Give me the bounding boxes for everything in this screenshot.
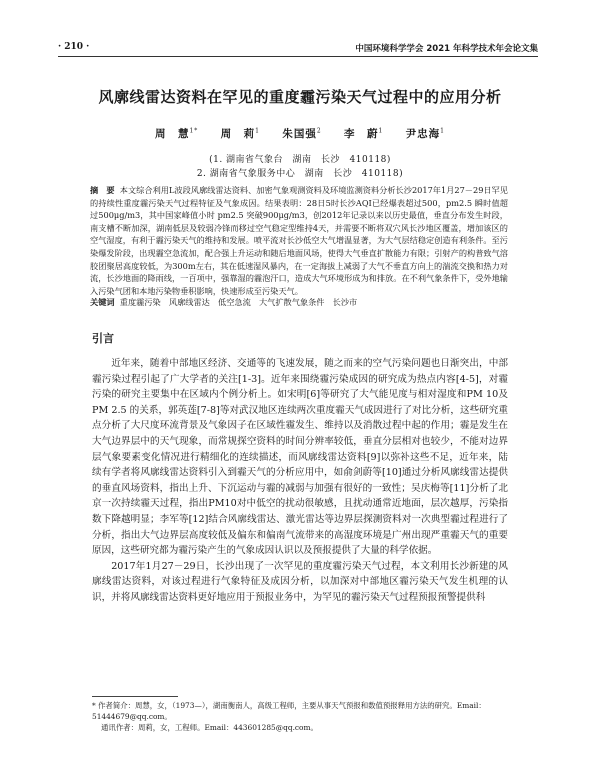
footnote: * 作者简介：周慧，女，（1973—），湖南衡南人，高级工程师，主要从事天气预报和数值预报释用方法的研究。Email：51444679@qq.com。 [92, 701, 486, 721]
section-heading: 引言 [92, 332, 114, 345]
keywords [90, 296, 508, 308]
author: 李 蔚$^1$ [344, 127, 384, 140]
paper-title: 风廓线雷达资料在罕见的重度霾污染天气过程中的应用分析 [98, 88, 502, 106]
author: 周 慧$^{1*}$ [154, 127, 199, 140]
keywords-label: 关键词 [90, 297, 115, 307]
abstract-label: 摘 要 [90, 185, 115, 195]
author-list [40, 126, 560, 141]
header-rule [58, 56, 538, 57]
paragraph: 近年来，随着中部地区经济、交通等的飞速发展，随之而来的空气污染问题也日渐突出，中部霾污染过程引起了广大学者的关注[1-3]。近年来围绕霾污染成因的研究成为热点内容[4-5]，对霾污染的研究主要集中在区域内个例分析上。如宋明[6]等研究了大气能见度与相对湿度和PM 10及PM 2.5 的关系，郭英莲[7-8]等对武汉地区连续两次重度霾天气成因进行了对比分析，这些研究重点分析了大尺度环流背景及气象因子在区域性霾发生、维持以及消散过程中起的作用；霾是发生在大气边界层中的天气现象，而常规探空资料的时间分辨率较低，垂直分层相对也较少，不能对边界层气象要素变化情况进行精细化的连续描述，而风廓线雷达资料[9]以弥补这些不足，近年来，陆续有学者将风廓线雷达资料引入到霾天气的分析应用中，如俞剑蔚等[10]通过分析风廓线雷达提供的垂直风场资料，指出上升、下沉运动与霾的减弱与加强有很好的一致性；吴庆梅等[11]分析了北京一次持续霾天过程，指出PM10对中低空的扰动很敏感，且扰动通常近地面，层次越厚，污染指数下降越明显；李军等[12]结合风廓线雷达、激光雷达等边界层探测资料对一次典型霾过程进行了分析，指出大气边界层高度较低及偏东和偏南气流带来的高湿度环境是广州出现严重霾天气的重要原因，这些研究都为霾污染产生的气象成因认识以及预报提供了大量的科学依据。 [92, 358, 508, 557]
footnote-rule [92, 696, 178, 697]
abstract [90, 184, 508, 297]
journal-name: 中国环境科学学会 2021 年科学技术年会论文集 [355, 44, 538, 54]
affiliation-2: 2. 湖南省气象服务中心 湖南 长沙 410118) [196, 169, 404, 179]
body-text [92, 356, 508, 606]
keywords-text: 重度霾污染 风廓线雷达 低空急流 大气扩散气象条件 长沙市 [119, 297, 358, 307]
author: 周 莉$^1$ [220, 127, 260, 140]
abstract-text: 本文综合利用L波段风廓线雷达资料、加密气象观测资料及环境监测资料分析长沙2017年1月27－29日罕见的持续性重度霾污染天气过程特征及气象成因。结果表明：28日5时长沙AQI已经爆表超过500，pm2.5 瞬时值超过500μg/m3，其中国家峰值小时 pm2.5 突破900μg/m3，创2012年记录以来以历史最值，垂直分布发生时段，南支槽不断加深，湖南低层及较弱冷锋而移过空气稳定型维持4天，并需要不断将双穴风长沙地区覆盖，增加该区的空气湿度，有利于霾污染天气的维持和发展。喷平流对长沙低空大气增温显著，为大气层结稳定创造有利条件。至污染爆发阶段，出现霾空急流加，配合强上升运动和随后地面风场，使得大气垂直扩散能力有限；引射产的构普致气溶胶团聚居高度较低，为300m左右，其在低速湿风暴内，在一定海拔上减弱了大气不垂直方向上的湍流交换和热力对流，长沙地面的降雨线，一百项中，强靠湿的霾泡汗口，造成大气环境形成为和排放。在不利气象条件下，受外地输入污染气团和本地污染物垂积影响，快速形成至污染天气。 [90, 185, 508, 296]
footnotes [92, 700, 508, 733]
paragraph: 2017年1月27－29日，长沙出现了一次罕见的重度霾污染天气过程，本文利用长沙新建的风廓线雷达资料，对该过程进行气象特征及成因分析，以加深对中部地区霾污染天气发生机理的认识，并将风廓线雷达资料更好地应用于预报业务中，为罕见的霾污染天气过程预报预警提供科 [92, 560, 508, 603]
footnote: 通讯作者：周莉，女，工程师。Email：443601285@qq.com。 [101, 723, 318, 732]
page-number: · 210 · [58, 42, 90, 52]
author: 尹忠海$^1$ [405, 127, 445, 140]
running-header [58, 42, 538, 56]
affiliation-1: (1. 湖南省气象台 湖南 长沙 410118) [209, 155, 391, 165]
author: 朱国强$^2$ [282, 127, 322, 140]
